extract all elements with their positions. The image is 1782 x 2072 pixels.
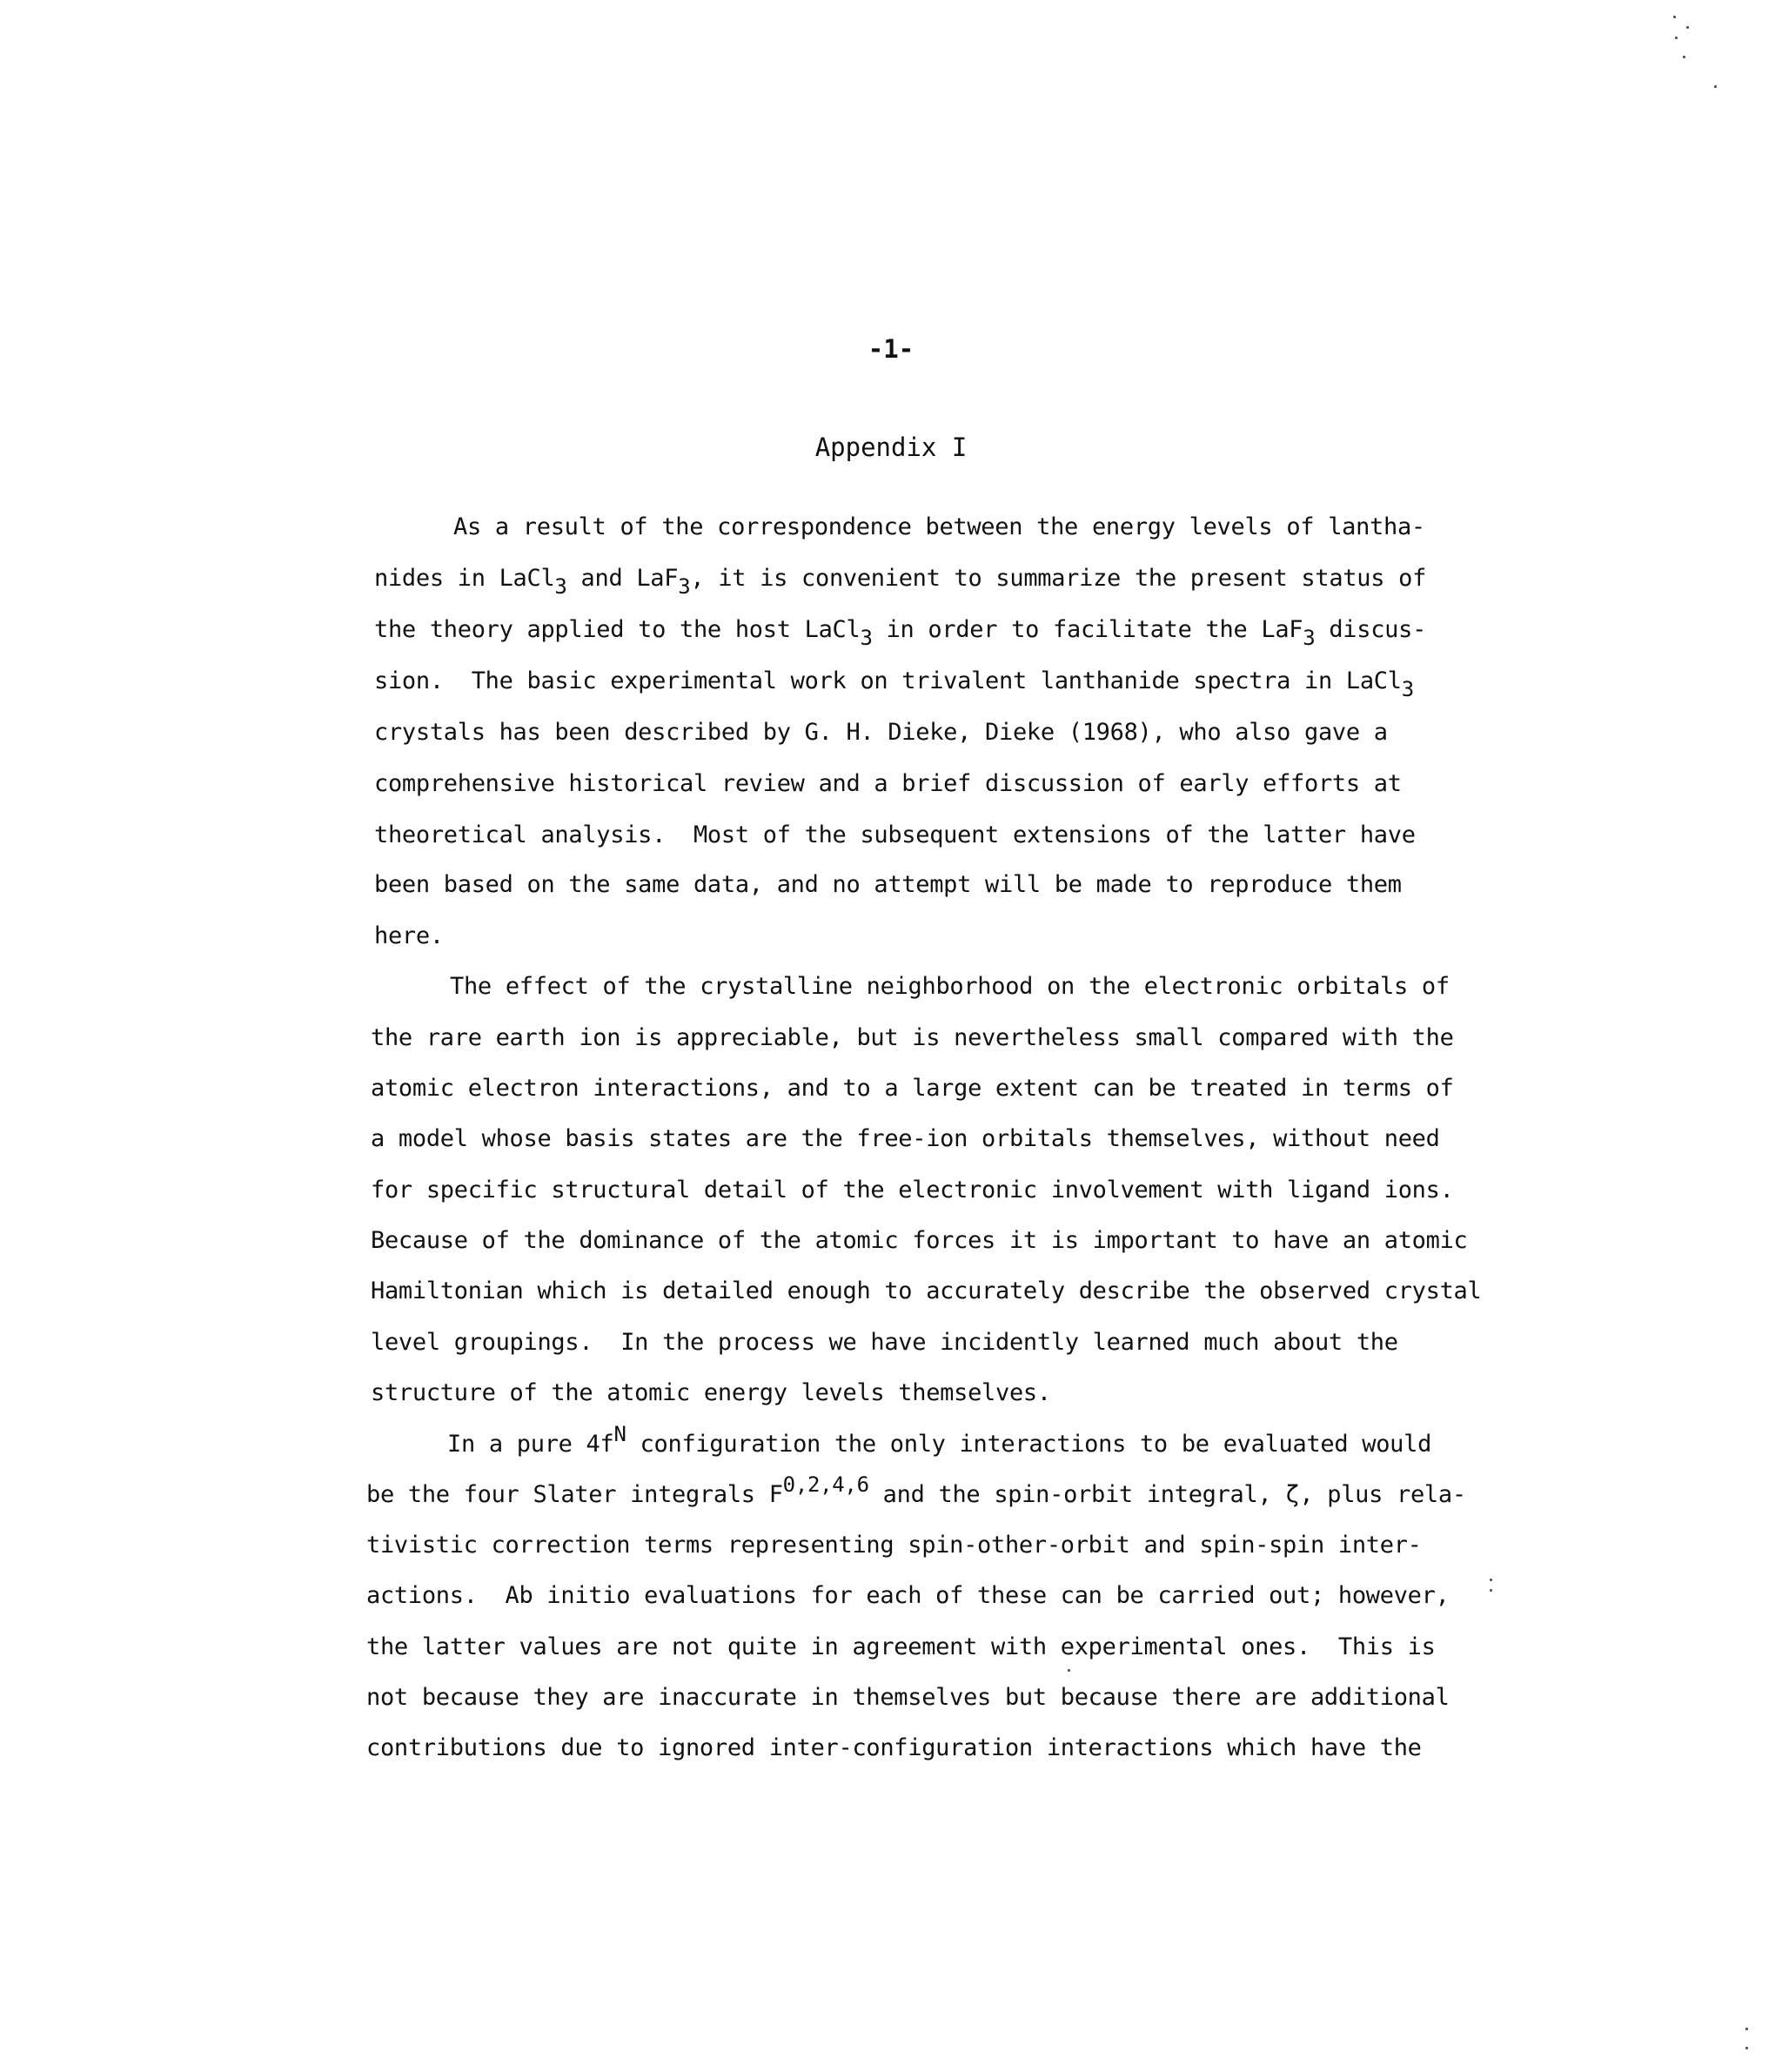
p3-line-3-text: tivistic correction terms representing spin-other-orbit and spin-spin inter- <box>366 1532 1422 1559</box>
p3-line-4 <box>366 1584 1450 1607</box>
p1-line-6-text: comprehensive historical review and a brief discussion of early efforts at <box>374 770 1402 797</box>
p1-line-5-text: crystals has been described by G. H. Dieke, Dieke (1968), who also gave a <box>374 719 1388 746</box>
p2-line-9-text: structure of the atomic energy levels themselves. <box>371 1379 1051 1406</box>
scan-speck <box>1675 37 1678 39</box>
subscript-3: 3 <box>678 574 691 599</box>
p2-line-2 <box>371 1026 1454 1049</box>
p1-line-8-text: been based on the same data, and no attempt will be made to reproduce them <box>374 871 1402 898</box>
p1-line-4 <box>374 667 1414 701</box>
p1-line-7-text: theoretical analysis. Most of the subsequent extensions of the latter have <box>374 821 1416 848</box>
p1-line-2-text-b: and LaF <box>566 565 679 592</box>
p1-line-7 <box>374 823 1416 847</box>
p1-line-3 <box>374 616 1427 650</box>
p1-line-3-text-b: in order to facilitate the LaF <box>872 616 1303 643</box>
subscript-3: 3 <box>860 626 873 650</box>
p3-line-1 <box>447 1422 1432 1458</box>
p2-line-6 <box>371 1229 1467 1252</box>
p2-line-2-text: the rare earth ion is appreciable, but is nevertheless small compared with the <box>371 1024 1454 1051</box>
p2-line-8 <box>371 1331 1398 1354</box>
subscript-3: 3 <box>1303 626 1316 650</box>
p1-line-3-text-a: the theory applied to the host LaCl <box>374 616 861 643</box>
p2-line-5-text: for specific structural detail of the electronic involvement with ligand ions. <box>371 1177 1454 1204</box>
p3-line-2-text-b: and the spin-orbit integral, ζ, plus rela- <box>868 1481 1466 1508</box>
p3-line-1-text-b: configuration the only interactions to be evaluated would <box>626 1431 1432 1458</box>
p1-line-5 <box>374 721 1388 744</box>
scan-speck <box>1745 2047 1748 2049</box>
p2-line-7 <box>371 1279 1481 1303</box>
p1-line-4-text: sion. The basic experimental work on trivalent lanthanide spectra in LaCl <box>374 667 1402 694</box>
p2-line-1-text: The effect of the crystalline neighborhood on the electronic orbitals of <box>450 973 1450 1000</box>
scan-speck <box>1686 26 1689 29</box>
p2-line-4 <box>371 1127 1440 1150</box>
p2-line-3-text: atomic electron interactions, and to a large extent can be treated in terms of <box>371 1075 1454 1102</box>
scan-speck <box>1068 1669 1070 1672</box>
p3-line-5 <box>366 1635 1436 1659</box>
p1-line-1-text: As a result of the correspondence between the energy levels of lantha- <box>453 513 1425 540</box>
appendix-heading: Appendix I <box>814 433 968 462</box>
p3-line-2-text-a: be the four Slater integrals F <box>366 1481 783 1508</box>
p3-line-7 <box>366 1736 1422 1760</box>
p3-line-5-text: the latter values are not quite in agreement with experimental ones. This is <box>366 1633 1436 1660</box>
p3-line-4-text: actions. Ab initio evaluations for each of these can be carried out; however, <box>366 1582 1450 1609</box>
subscript-3: 3 <box>1401 677 1414 701</box>
p1-line-6 <box>374 772 1402 795</box>
p1-line-2 <box>374 565 1427 599</box>
scan-speck <box>1673 16 1676 18</box>
p1-line-1 <box>453 515 1425 539</box>
p2-line-3 <box>371 1076 1454 1100</box>
p2-line-8-text: level groupings. In the process we have incidently learned much about the <box>371 1329 1398 1356</box>
subscript-3: 3 <box>554 574 567 599</box>
p3-line-1-text-a: In a pure 4f <box>447 1431 614 1458</box>
scan-speck <box>1490 1579 1492 1581</box>
p2-line-1 <box>450 975 1450 998</box>
superscript-n: N <box>613 1422 626 1446</box>
p3-line-7-text: contributions due to ignored inter-configuration interactions which have the <box>366 1734 1422 1761</box>
p3-line-6 <box>366 1686 1450 1709</box>
scan-speck <box>1745 2028 1748 2030</box>
p3-line-2 <box>366 1472 1466 1508</box>
p3-line-6-text: not because they are inaccurate in themselves but because there are additional <box>366 1684 1450 1711</box>
p2-line-6-text: Because of the dominance of the atomic forces it is important to have an atomic <box>371 1227 1468 1254</box>
scan-speck <box>1490 1589 1492 1592</box>
p3-line-3 <box>366 1533 1422 1557</box>
p2-line-9 <box>371 1381 1051 1405</box>
p1-line-8 <box>374 873 1402 896</box>
p2-line-7-text: Hamiltonian which is detailed enough to accurately describe the observed crystal <box>371 1277 1482 1304</box>
p2-line-5 <box>371 1178 1454 1202</box>
superscript-slater: 0,2,4,6 <box>782 1472 869 1497</box>
p1-line-2-text-c: , it is convenient to summarize the present status of <box>690 565 1427 592</box>
p2-line-4-text: a model whose basis states are the free-ion orbitals themselves, without need <box>371 1125 1440 1152</box>
scan-speck <box>1683 56 1685 58</box>
p1-line-2-text-a: nides in LaCl <box>374 565 555 592</box>
p1-line-9-text: here. <box>374 922 444 949</box>
scan-speck <box>1714 85 1717 88</box>
p1-line-9 <box>374 924 444 948</box>
page-number: -1- <box>868 334 914 364</box>
p1-line-3-text-c: discus- <box>1315 616 1427 643</box>
